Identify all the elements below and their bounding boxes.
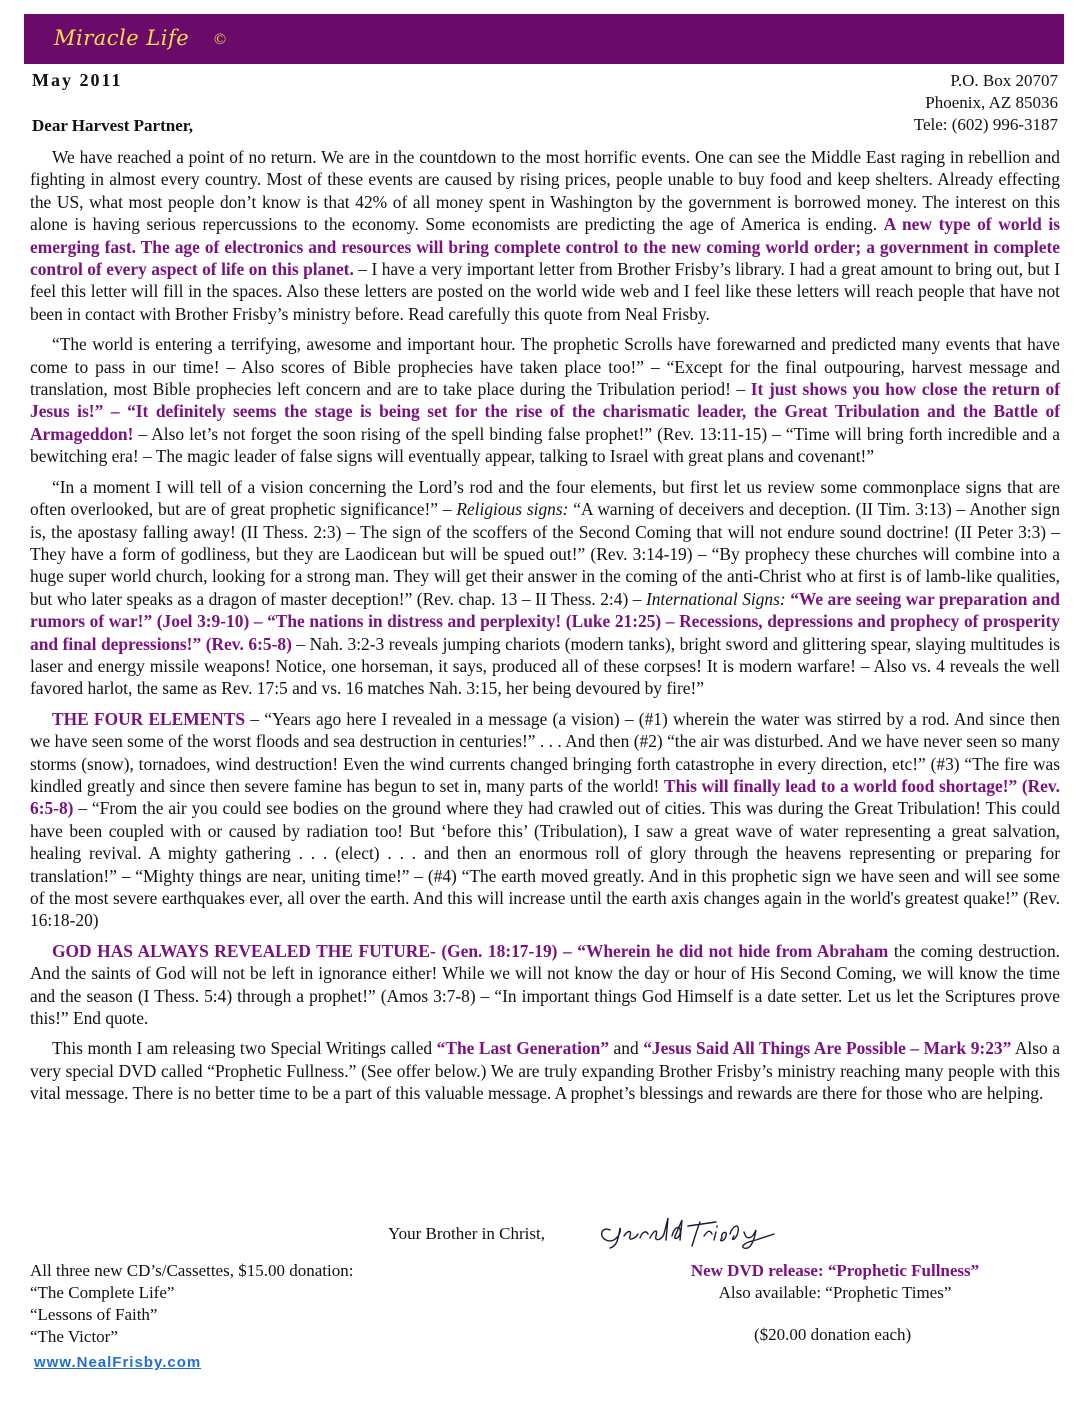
- address-po-box: P.O. Box 20707: [950, 71, 1058, 90]
- newsletter-title: Miracle Life: [54, 26, 190, 50]
- paragraph-6: [30, 1037, 1060, 1104]
- p6-text-c: and: [609, 1038, 644, 1059]
- p3-international-signs: International Signs:: [645, 588, 786, 609]
- p3-highlight: “We are seeing war preparation and rumors of war!” (Joel 3:9-10) – “The nations in distress and perplexity! (Luke 21:25) – Recessions, depressions and prophecy of prosperity and final depressions!” (Rev. 6:5-8): [30, 588, 1060, 654]
- cd-title-2: “Lessons of Faith”: [30, 1305, 158, 1324]
- handwritten-signature: [596, 1212, 796, 1257]
- mailing-address: [914, 70, 1058, 136]
- p3-text-f: – Nah. 3:2-3 reveals jumping chariots (modern tanks), bright sword and glittering spear, slaying multitudes is laser and energy missile weapons! Notice, one horseman, it says, produced all of these corpses! It is modern warfare! – Also vs. 4 reveals the well favored harlot, the same as Rev. 17:5 and vs. 16 matches Nah. 3:15, her being devoured by fire!”: [30, 633, 1060, 699]
- p4-heading: THE FOUR ELEMENTS: [52, 708, 246, 729]
- p5-text-b: the coming destruction. And the saints of God will not be left in ignorance either! While we will not know the day or hour of His Second Coming, we will know the time and the season (I Thess. 5:4) through a prophet!” (Amos 3:7-8) – “In important things God Himself is a date setter. Let us let the Scriptures prove this!” End quote.: [30, 940, 1060, 1029]
- p6-title-1: “The Last Generation”: [436, 1038, 610, 1059]
- salutation: Dear Harvest Partner,: [32, 116, 193, 135]
- p6-text-e: Also a very special DVD called “Prophetic Fullness.” (See offer below.) We are truly expanding Brother Frisby’s ministry reaching many people with this vital message. There is no better time to be a part of this valuable message. A prophet’s blessings and rewards are there for those who are helping.: [30, 1038, 1060, 1104]
- header-banner: [24, 14, 1064, 64]
- cd-offer-heading: All three new CD’s/Cassettes, $15.00 donation:: [30, 1261, 354, 1280]
- p2-text-a: “The world is entering a terrifying, awesome and important hour. The prophetic Scrolls have forewarned and predicted many events that have come to pass in our time! – Also scores of Bible prophecies have taken place too!” – “Except for the final outpouring, harvest message and translation, most Bible prophecies left concern and are to take place during the Tribulation period! –: [30, 334, 1060, 400]
- p1-highlight: A new type of world is emerging fast. The age of electronics and resources will bring complete control to the new coming world order; a government in complete control of every aspect of life on this planet.: [30, 214, 1060, 280]
- cd-title-1: “The Complete Life”: [30, 1283, 175, 1302]
- address-city: Phoenix, AZ 85036: [925, 93, 1058, 112]
- cd-offer: [30, 1260, 353, 1348]
- dvd-offer: [640, 1260, 1030, 1304]
- cd-title-3: “The Victor”: [30, 1327, 118, 1346]
- p4-text-b: – “Years ago here I revealed in a message (a vision) – (#1) wherein the water was stirred by a rod. And since then we have seen some of the worst floods and sea destruction in centuries!” . . . And then (#2) “the air was disturbed. And we have never seen so many storms (snow), tornadoes, wind destruction! Even the wind currents changed bringing forth catastrophe in every direction, etc!” (#3) “The fire was kindled greatly and since then severe famine has begun to set in, many parts of the world!: [30, 708, 1060, 796]
- address-phone: Tele: (602) 996-3187: [913, 115, 1058, 134]
- p5-heading: GOD HAS ALWAYS REVEALED THE FUTURE- (Gen. 18:17-19) – “Wherein he did not hide from Abraham: [52, 940, 889, 961]
- copyright-symbol: ©: [214, 31, 227, 48]
- p3-text-a: “In a moment I will tell of a vision concerning the Lord’s rod and the four elements, but first let us review some commonplace signs that are often overlooked, but are of great prophetic significance!” –: [30, 476, 1060, 520]
- p6-title-2: “Jesus Said All Things Are Possible – Mark 9:23”: [643, 1038, 1012, 1059]
- p4-highlight: This will finally lead to a world food shortage!” (Rev. 6:5-8): [30, 775, 1060, 819]
- paragraph-5: [30, 940, 1060, 1030]
- dvd-also-available: Also available: “Prophetic Times”: [718, 1283, 952, 1302]
- closing-line: Your Brother in Christ,: [388, 1224, 545, 1243]
- letter-date: May 2011: [32, 70, 123, 90]
- letter-body: [30, 146, 1060, 1113]
- p3-religious-signs: Religious signs:: [456, 499, 569, 520]
- p1-text-a: We have reached a point of no return. We are in the countdown to the most horrific events. One can see the Middle East raging in rebellion and fighting in almost every country. Most of these events are caused by rising prices, people unable to buy food and keep shelters. Already effecting the US, what most people don’t know is that 42% of all money spent in Washington by the government is borrowed money. The interest on this alone is having serious repercussions to the economy. Some economists are predicting the age of America is ending.: [30, 147, 1060, 235]
- p1-text-c: – I have a very important letter from Brother Frisby’s library. I had a great amount to bring out, but I feel this letter will fill in the spaces. Also these letters are posted on the world wide web and I feel like these letters will reach people that have not been in contact with Brother Frisby’s ministry before. Read carefully this quote from Neal Frisby.: [30, 259, 1060, 324]
- p3-text-c: “A warning of deceivers and deception. (II Tim. 3:13) – Another sign is, the apostasy falling away! (II Thess. 2:3) – The sign of the scoffers of the Second Coming that will not endure sound doctrine! (II Peter 3:3) – They have a form of godliness, but they are Laodicean but will be spued out!” (Rev. 3:14-19) – “By prophecy these churches will combine into a huge super world church, looking for a strong man. They will get their answer in the coming of the anti-Christ who at first is of lamb-like qualities, but who later speaks as a dragon of master deception!” (Rev. chap. 13 – II Thess. 2:4) –: [30, 499, 1061, 609]
- paragraph-4: [30, 708, 1060, 932]
- p4-text-d: – “From the air you could see bodies on the ground where they had crawled out of cities. This was during the Great Tribulation! This could have been coupled with or caused by radiation too! But ‘before this’ (Tribulation), I saw a great wave of water representing a great salvation, healing revival. A mighty gathering . . . (elect) . . . and then an enormous roll of glory through the heavens representing or preparing for translation!” – “Mighty things are near, uniting time!” – (#4) “The earth moved greatly. And in this prophetic sign we have seen and will see some of the most severe earthquakes ever, all over the earth. And this will increase until the earth axis changes again in the world's greatest quake!” (Rev. 16:18-20): [30, 798, 1060, 931]
- paragraph-3: [30, 476, 1060, 700]
- paragraph-1: [30, 146, 1060, 325]
- dvd-release-heading: New DVD release: “Prophetic Fullness”: [690, 1261, 980, 1280]
- website-link[interactable]: www.NealFrisby.com: [34, 1354, 202, 1371]
- p6-text-a: This month I am releasing two Special Writings called: [52, 1038, 437, 1059]
- paragraph-2: [30, 333, 1060, 467]
- dvd-donation: ($20.00 donation each): [754, 1325, 912, 1344]
- p2-highlight: It just shows you how close the return of Jesus is!” – “It definitely seems the stage is being set for the rise of the charismatic leader, the Great Tribulation and the Battle of Armageddon!: [30, 379, 1060, 444]
- signature-graphic: [596, 1212, 796, 1252]
- p2-text-c: – Also let’s not forget the soon rising of the spell binding false prophet!” (Rev. 13:11-15) – “Time will bring forth incredible and a bewitching era! – The magic leader of false signs will eventually appear, talking to Israel with great plans and covenant!”: [30, 423, 1060, 467]
